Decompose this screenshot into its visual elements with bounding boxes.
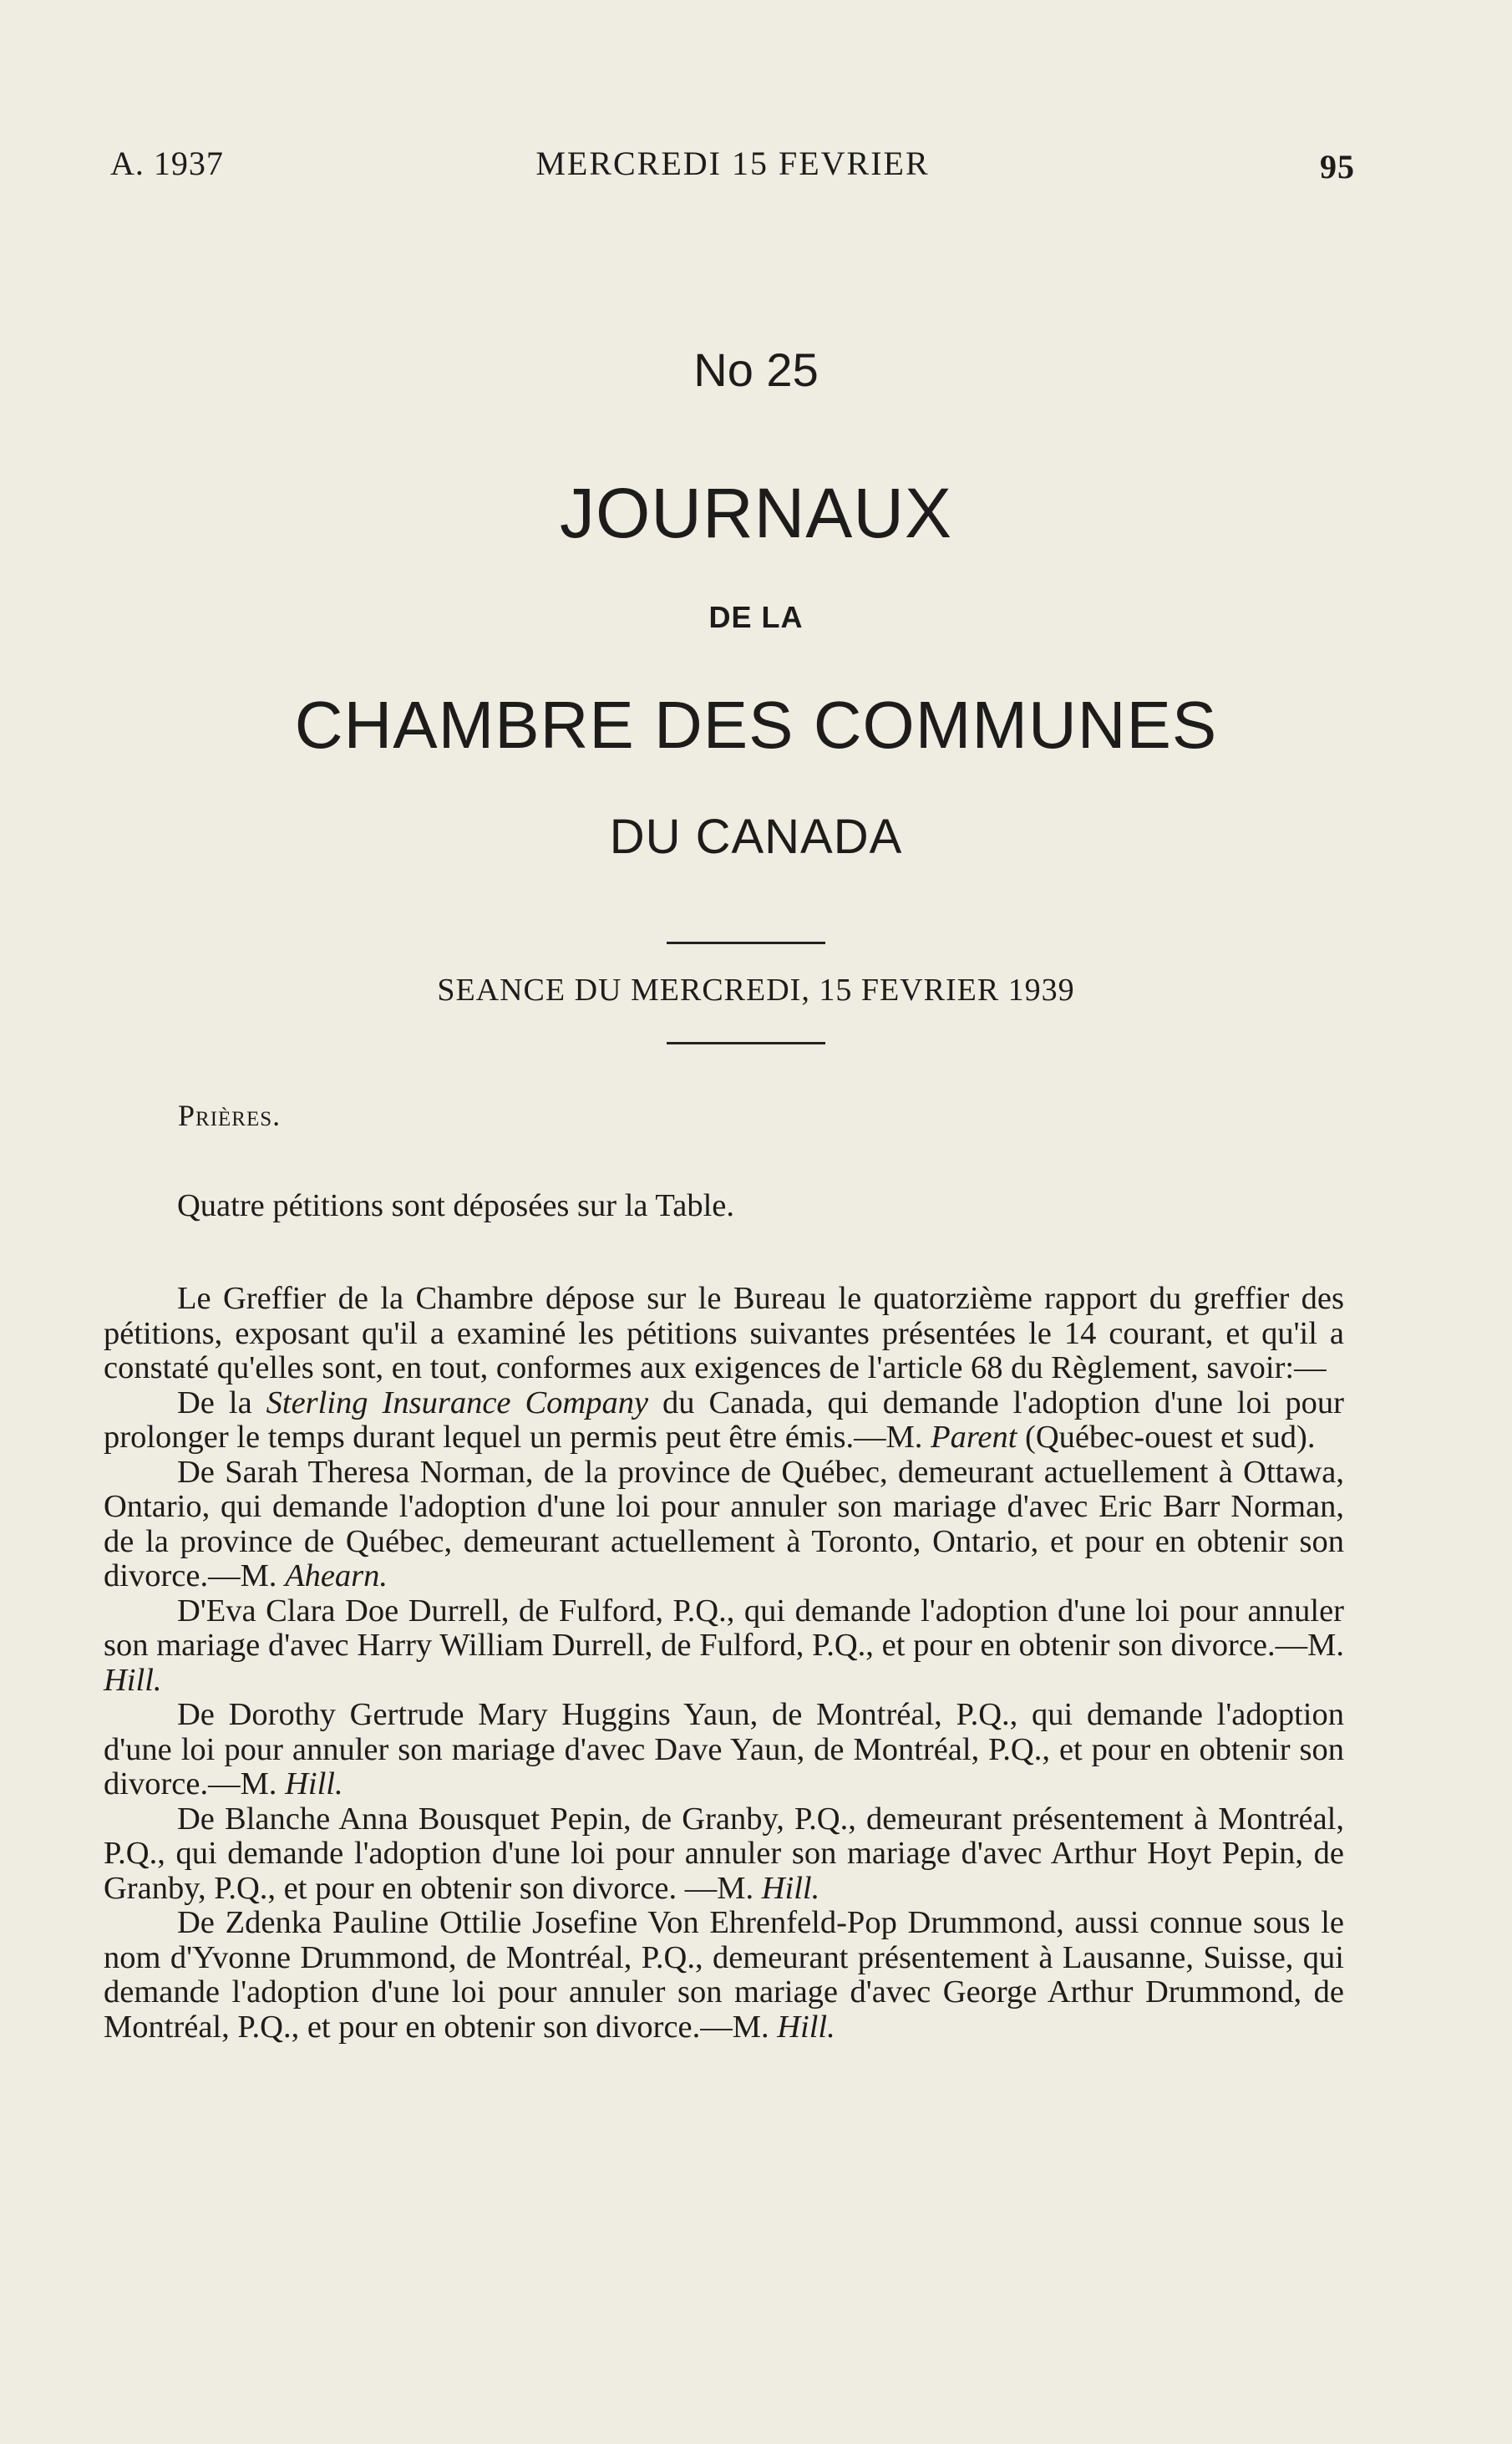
prayers-heading: Prières. xyxy=(178,1099,282,1132)
petition-item: De Dorothy Gertrude Mary Huggins Yaun, de Montréal, P.Q., qui demande l'adoption d'une loi pour annuler son mariage d'avec Dave Yaun, de Montréal, P.Q., et pour en obtenir son divorce.—M. Hill. xyxy=(104,1697,1344,1801)
member-name: Hill. xyxy=(104,1662,162,1698)
petition-item: De la Sterling Insurance Company du Canada, qui demande l'adoption d'une loi pour prolonger le temps durant lequel un permis peut être émis.—M. Parent (Québec-ouest et sud). xyxy=(104,1385,1344,1455)
petitions-tabled-paragraph xyxy=(104,1189,1344,1224)
session-heading: SEANCE DU MERCREDI, 15 FEVRIER 1939 xyxy=(437,973,1075,1008)
member-name: Ahearn. xyxy=(285,1558,388,1593)
member-name: Hill. xyxy=(761,1870,820,1906)
journal-title: JOURNAUX xyxy=(559,474,953,552)
member-name: Hill. xyxy=(285,1766,343,1801)
page-number: 95 xyxy=(1320,148,1355,185)
chamber-name: CHAMBRE DES COMMUNES xyxy=(294,688,1218,762)
member-name: Hill. xyxy=(777,2009,835,2045)
member-name: Parent xyxy=(931,1420,1017,1455)
petitions-report xyxy=(104,1282,1344,2045)
issue-number: No 25 xyxy=(693,343,819,396)
petition-item: De Blanche Anna Bousquet Pepin, de Granby, P.Q., demeurant présentement à Montréal, P.Q., qui demande l'adoption d'une loi pour annuler son mariage d'avec Arthur Hoyt Pepin, de Granby, P.Q., et pour en obtenir son divorce. —M. Hill. xyxy=(104,1801,1344,1906)
running-head-year: A. 1937 xyxy=(110,145,224,182)
petitions-tabled-text: Quatre pétitions sont déposées sur la Table. xyxy=(177,1188,734,1223)
petition-item: De Sarah Theresa Norman, de la province de Québec, demeurant actuellement à Ottawa, Ontario, qui demande l'adoption d'une loi pour annuler son mariage d'avec Eric Barr Norman, de la province de Québec, demeurant actuellement à Toronto, Ontario, et pour en obtenir son divorce.—M. Ahearn. xyxy=(104,1454,1344,1593)
report-intro: Le Greffier de la Chambre dépose sur le Bureau le quatorzième rapport du greffier des pétitions, exposant qu'il a examiné les pétitions suivantes présentées le 14 courant, et qu'il a constaté qu'elles sont, en tout, conformes aux exigences de l'article 68 du Règlement, savoir:— xyxy=(104,1281,1344,1385)
title-connector: DE LA xyxy=(708,600,804,634)
running-head-date: MERCREDI 15 FEVRIER xyxy=(535,145,930,182)
company-name: Sterling Insurance Company xyxy=(266,1385,649,1420)
country-name: DU CANADA xyxy=(609,810,903,864)
running-head xyxy=(110,144,1355,185)
petition-item: D'Eva Clara Doe Durrell, de Fulford, P.Q., qui demande l'adoption d'une loi pour annuler son mariage d'avec Harry William Durrell, de Fulford, P.Q., et pour en obtenir son divorce.—M. Hill. xyxy=(104,1593,1344,1698)
divider-top xyxy=(667,942,825,944)
petition-item: De Zdenka Pauline Ottilie Josefine Von Ehrenfeld-Pop Drummond, aussi connue sous le nom d'Yvonne Drummond, de Montréal, P.Q., demeurant présentement à Lausanne, Suisse, qui demande l'adoption d'une loi pour annuler son mariage d'avec George Arthur Drummond, de Montréal, P.Q., et pour en obtenir son divorce.—M. Hill. xyxy=(104,1905,1344,2045)
divider-bottom xyxy=(667,1042,825,1044)
